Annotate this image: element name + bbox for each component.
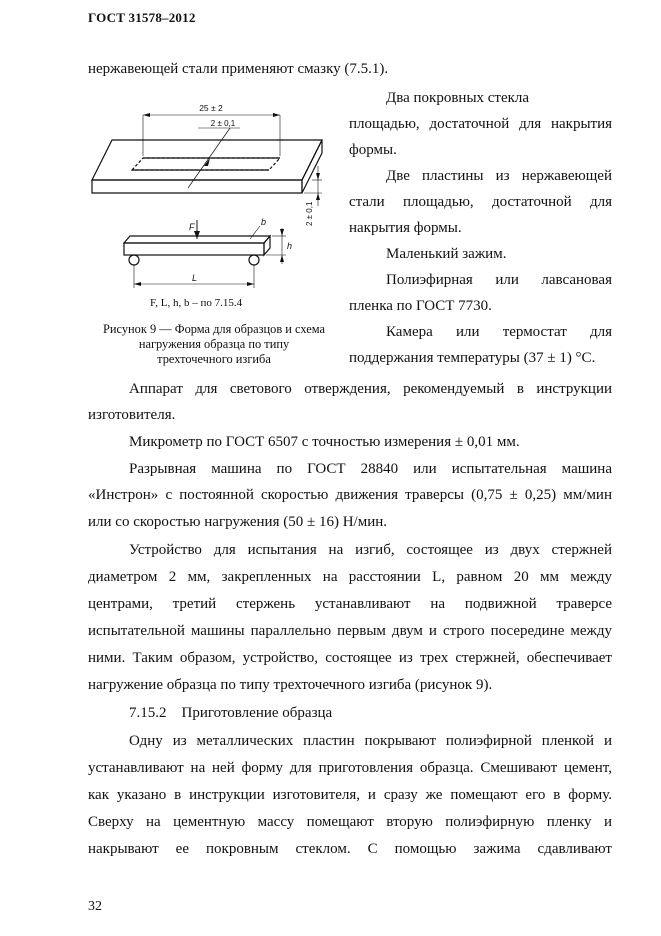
text-line: Две пластины из нержавеющей xyxy=(386,168,612,184)
figure-caption-line: Рисунок 9 — Форма для образцов и схема xyxy=(103,322,325,336)
text-line: Сверху на цементную массу помещают вторую полиэфирную пленку и xyxy=(88,814,612,830)
figure-caption-line: нагружения образца по типу xyxy=(138,337,290,351)
width-label: b xyxy=(261,217,267,227)
dim-inner-label: 2 ± 0,1 xyxy=(210,119,236,128)
text-line: диаметром 2 мм, закрепленных на расстоянии L, равном 20 мм между xyxy=(88,569,612,585)
text-line: нагружение образца по типу трехточечного изгиба (рисунок 9). xyxy=(88,677,493,693)
text-line: стали площадью, достаточной для xyxy=(349,194,612,210)
text-line: площадью, достаточной для накрытия xyxy=(349,116,612,132)
mold-top-face xyxy=(92,140,322,180)
mold-drawing xyxy=(92,113,322,206)
text-line: Разрывная машина по ГОСТ 28840 или испытательная машина xyxy=(129,461,612,477)
force-label: F xyxy=(189,222,195,232)
figure-caption-line: трехточечного изгиба xyxy=(157,352,271,366)
dim-length-label: 25 ± 2 xyxy=(199,103,223,113)
text-line: Полиэфирная или лавсановая xyxy=(386,272,612,288)
support-right xyxy=(249,255,259,265)
section-heading: 7.15.2 Приготовление образца xyxy=(129,705,333,721)
dim-thickness-label: 2 ± 0,1 xyxy=(305,201,314,226)
text-line: поддержания температуры (37 ± 1) °С. xyxy=(349,350,596,366)
text-line: накрытия формы. xyxy=(349,220,462,236)
text-line: как указано в инструкции изготовителя, и сразу же помещают его в форму. xyxy=(88,787,612,803)
text-line: формы. xyxy=(349,142,397,158)
document-header: ГОСТ 31578–2012 xyxy=(88,10,196,25)
text-line: Маленький зажим. xyxy=(386,246,507,262)
text-line: пленка по ГОСТ 7730. xyxy=(349,298,492,314)
bending-scheme xyxy=(124,220,286,288)
text-line: центрами, третий стержень устанавливают на подвижной траверсе xyxy=(88,596,612,612)
page-number: 32 xyxy=(88,899,102,914)
figure-legend: F, L, h, b – по 7.15.4 xyxy=(150,297,243,309)
specimen-front xyxy=(124,243,264,255)
text-line: или со скоростью нагружения (50 ± 16) Н/мин. xyxy=(88,514,388,530)
text-line: изготовителя. xyxy=(88,407,176,423)
text-line: Камера или термостат для xyxy=(386,324,612,340)
text-line: Одну из металлических пластин покрывают полиэфирной пленкой и xyxy=(129,733,612,749)
text-line: Два покровных стекла xyxy=(386,90,530,106)
text-line: накрывают ее покровным стеклом. С помощью зажима сдавливают xyxy=(88,841,612,857)
text-line: «Инстрон» с постоянной скоростью движения траверсы (0,75 ± 0,25) мм/мин xyxy=(88,487,612,503)
text-line: нержавеющей стали применяют смазку (7.5.1). xyxy=(88,61,389,77)
height-label: h xyxy=(287,241,293,251)
support-left xyxy=(129,255,139,265)
span-label: L xyxy=(192,273,198,283)
text-line: ними. Таким образом, устройство, состоящее из трех стержней, обеспечивает xyxy=(88,650,612,666)
text-line: Микрометр по ГОСТ 6507 с точностью измерения ± 0,01 мм. xyxy=(129,434,520,450)
mold-front-face xyxy=(92,180,302,193)
text-line: Аппарат для светового отверждения, рекомендуемый в инструкции xyxy=(129,381,612,397)
text-line: устанавливают на ней форму для приготовления образца. Смешивают цемент, xyxy=(88,760,612,776)
mold-side-face xyxy=(302,140,322,193)
text-line: испытательной машины параллельно первым двум и строго посередине между xyxy=(88,623,612,639)
figure-9-drawing xyxy=(80,98,340,298)
text-line: Устройство для испытания на изгиб, состоящее из двух стержней xyxy=(129,542,612,558)
